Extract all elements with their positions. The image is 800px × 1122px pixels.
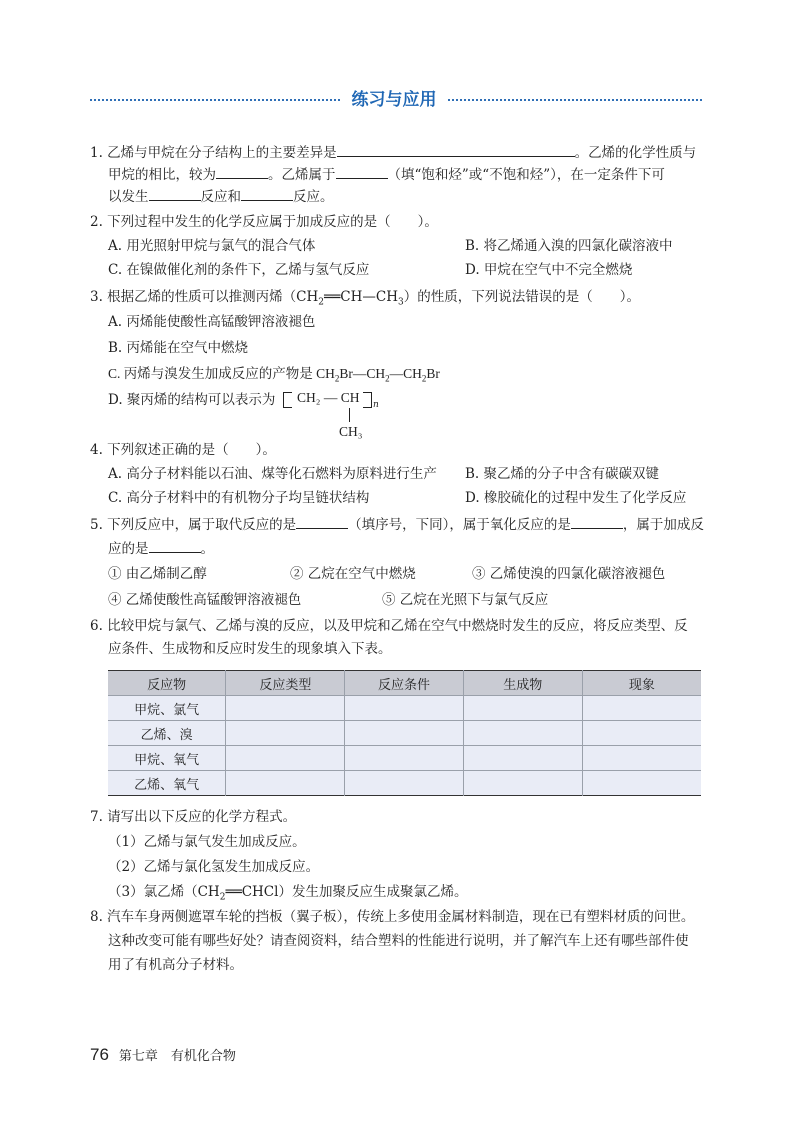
q5-text: 应的是: [108, 541, 149, 557]
answer-cell[interactable]: [463, 721, 582, 746]
q7-text: （3）氯乙烯（CH: [108, 884, 220, 900]
q5-text: ，属于加成反: [622, 517, 704, 533]
q2-option-a[interactable]: A. 用光照射甲烷与氯气的混合气体: [108, 238, 316, 254]
q5-answer-blank-3[interactable]: [149, 538, 201, 553]
q5-item-1: ① 由乙烯制乙醇: [108, 566, 207, 582]
q3-c-text: Br: [426, 366, 440, 381]
q3-text: 3. 根据乙烯的性质可以推测丙烯（CH: [90, 289, 319, 305]
page-number: 76: [90, 1045, 109, 1064]
q6-line-2: 应条件、生成物和反应时发生的现象填入下表。: [108, 641, 392, 657]
answer-cell[interactable]: [463, 746, 582, 771]
branch-bond: [349, 408, 350, 422]
right-bracket: [363, 392, 372, 408]
q1-answer-blank-4[interactable]: [149, 186, 201, 201]
q5-answer-blank-2[interactable]: [571, 514, 623, 529]
q8-line-2: 这种改变可能有哪些好处？请查阅资料，结合塑料的性能进行说明，并了解汽车上还有哪些部件使: [108, 933, 689, 949]
q4-option-d[interactable]: D. 橡胶硫化的过程中发生了化学反应: [465, 490, 687, 506]
column-header: 生成物: [463, 671, 582, 696]
q5-line-1: [90, 514, 704, 535]
header-dotted-rule-left: [90, 99, 340, 101]
subscript: 2: [334, 373, 340, 384]
column-header: 反应类型: [226, 671, 345, 696]
q1-answer-blank-1[interactable]: [337, 142, 575, 157]
q4-option-b[interactable]: B. 聚乙烯的分子中含有碳碳双键: [465, 466, 660, 482]
q1-answer-blank-3[interactable]: [336, 164, 388, 179]
q3-text: ══CH—CH: [324, 289, 398, 305]
q5-text: 。: [200, 541, 214, 557]
q1-text: 。乙烯的化学性质与: [574, 145, 697, 161]
q5-item-2: ② 乙烷在空气中燃烧: [290, 566, 416, 582]
q1-answer-blank-2[interactable]: [216, 164, 268, 179]
q3-option-d[interactable]: [108, 390, 275, 410]
q1-text: 反应和: [200, 189, 241, 205]
q7-stem: 7. 请写出以下反应的化学方程式。: [90, 809, 297, 825]
q3-option-a[interactable]: A. 丙烯能使酸性高锰酸钾溶液褪色: [108, 314, 316, 330]
header-dotted-rule-right: [448, 99, 702, 101]
methyl-branch: CH₃: [339, 424, 363, 439]
answer-cell[interactable]: [463, 771, 582, 796]
subscript: 2: [318, 297, 325, 308]
q7-sub-2: （2）乙烯与氯化氢发生加成反应。: [108, 859, 320, 875]
q1-text: 。乙烯属于: [268, 167, 336, 183]
answer-cell[interactable]: [345, 771, 463, 796]
q3-text: ）的性质，下列说法错误的是（ ）。: [403, 289, 640, 305]
q1-text: （填“饱和烃”或“不饱和烃”），在一定条件下可: [387, 167, 665, 183]
q6-line-1: 6. 比较甲烷与氯气、乙烯与溴的反应，以及甲烷和乙烯在空气中燃烧时发生的反应，将反应类型、反: [90, 618, 688, 634]
answer-cell[interactable]: [226, 721, 345, 746]
q7-text: ══CHCl）发生加聚反应生成聚氯乙烯。: [225, 884, 468, 900]
section-header: [90, 86, 702, 114]
table-row: [108, 721, 701, 746]
subscript: 2: [385, 373, 390, 384]
q8-line-1: 8. 汽车车身两侧遮罩车轮的挡板（翼子板），传统上多使用金属材料制造，现在已有塑料材质的问世。: [90, 909, 695, 925]
q2-option-c[interactable]: C. 在镍做催化剂的条件下，乙烯与氢气反应: [108, 262, 370, 278]
answer-cell[interactable]: [226, 771, 345, 796]
q2-stem: 2. 下列过程中发生的化学反应属于加成反应的是（ ）。: [90, 214, 438, 230]
reactant-cell: 乙烯、溴: [108, 721, 226, 746]
q3-stem: [90, 287, 640, 313]
column-header: 现象: [582, 671, 701, 696]
subscript: 3: [397, 297, 404, 308]
answer-cell[interactable]: [582, 721, 701, 746]
table-row: [108, 746, 701, 771]
q7-sub-3: [108, 882, 467, 908]
q5-text: 5. 下列反应中，属于取代反应的是: [90, 517, 297, 533]
reaction-comparison-table: [108, 670, 701, 796]
reactant-cell: 甲烷、氧气: [108, 746, 226, 771]
q4-option-c[interactable]: C. 高分子材料中的有机物分子均呈链状结构: [108, 490, 370, 506]
column-header: 反应物: [108, 671, 226, 696]
table-header-row: [108, 671, 701, 696]
q1-text: 甲烷的相比，较为: [108, 167, 216, 183]
q3-d-text: D. 聚丙烯的结构可以表示为: [108, 392, 276, 408]
q1-line-3: [108, 186, 334, 207]
table-row: [108, 696, 701, 721]
q5-item-4: ④ 乙烯使酸性高锰酸钾溶液褪色: [108, 592, 302, 608]
q3-option-b[interactable]: B. 丙烯能在空气中燃烧: [108, 340, 249, 356]
q1-line-1: [90, 142, 696, 163]
answer-cell[interactable]: [226, 746, 345, 771]
q1-text: 反应。: [293, 189, 334, 205]
subscript: 2: [421, 373, 427, 384]
q5-item-5: ⑤ 乙烷在光照下与氯气反应: [382, 592, 549, 608]
q3-c-text: C. 丙烯与溴发生加成反应的产物是 CH: [108, 366, 335, 381]
section-title: 练习与应用: [351, 90, 437, 110]
answer-cell[interactable]: [582, 746, 701, 771]
q1-text: 1. 乙烯与甲烷在分子结构上的主要差异是: [90, 145, 337, 161]
reactant-cell: 甲烷、氯气: [108, 696, 226, 721]
degree-of-polymerization: n: [373, 400, 379, 410]
answer-cell[interactable]: [345, 721, 463, 746]
table-row: [108, 771, 701, 796]
q4-stem: 4. 下列叙述正确的是（ ）。: [90, 442, 276, 458]
polypropylene-structure: [283, 386, 379, 446]
q7-sub-1: （1）乙烯与氯气发生加成反应。: [108, 834, 306, 850]
polymer-main-chain: CH₂ — CH: [297, 390, 360, 405]
q8-line-3: 用了有机高分子材料。: [108, 957, 243, 973]
q5-text: （填序号，下同），属于氧化反应的是: [348, 517, 571, 533]
answer-cell[interactable]: [582, 696, 701, 721]
answer-cell[interactable]: [345, 696, 463, 721]
q5-answer-blank-1[interactable]: [296, 514, 348, 529]
left-bracket: [283, 392, 292, 408]
answer-cell[interactable]: [345, 746, 463, 771]
q2-option-d[interactable]: D. 甲烷在空气中不完全燃烧: [465, 262, 633, 278]
q3-c-text: Br—CH: [339, 366, 386, 381]
answer-cell[interactable]: [463, 696, 582, 721]
q1-line-2: [108, 164, 665, 185]
q5-line-2: [108, 538, 214, 559]
q2-option-b[interactable]: B. 将乙烯通入溴的四氯化碳溶液中: [465, 238, 673, 254]
q1-text: 以发生: [108, 189, 149, 205]
q4-option-a[interactable]: A. 高分子材料能以石油、煤等化石燃料为原料进行生产: [108, 466, 437, 482]
answer-cell[interactable]: [582, 771, 701, 796]
q3-c-text: —CH: [389, 366, 422, 381]
reactant-cell: 乙烯、氧气: [108, 771, 226, 796]
q1-answer-blank-5[interactable]: [241, 186, 293, 201]
q3-option-c[interactable]: [108, 364, 440, 389]
answer-cell[interactable]: [226, 696, 345, 721]
q5-item-3: ③ 乙烯使溴的四氯化碳溶液褪色: [472, 566, 666, 582]
subscript: 2: [219, 892, 226, 903]
column-header: 反应条件: [345, 671, 463, 696]
page-footer: [90, 1044, 236, 1068]
chapter-title: 第七章 有机化合物: [118, 1049, 236, 1064]
